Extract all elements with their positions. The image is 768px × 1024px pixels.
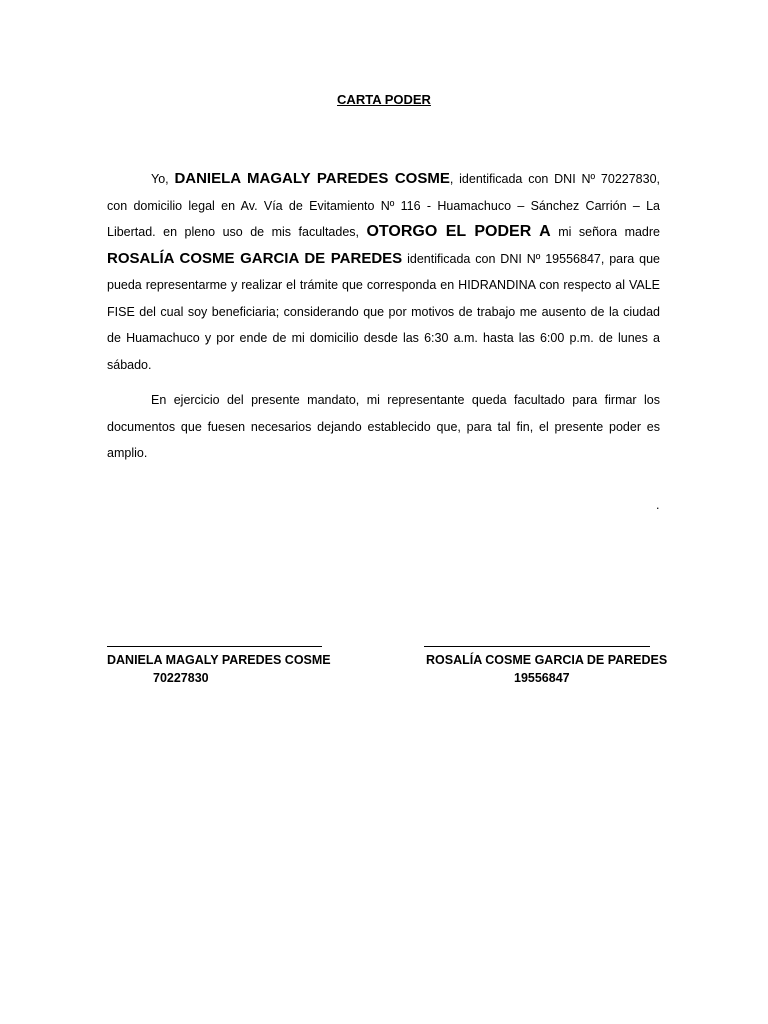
paragraph-1-text-c: identificada con DNI Nº 19556847, para que pueda representarme y realizar el trámite que corresponda en HIDRANDINA con respecto al VALE FISE del cual soy beneficiaria; considerando que por motivos de trabajo me ausento de la ciudad de Huamachuco y por ende de mi domicilio desde las 6:30 a.m. hasta las 6:00 p.m. de lunes a sábado.	[107, 251, 661, 372]
grantee-name: ROSALÍA COSME GARCIA DE PAREDES	[107, 249, 403, 267]
document-title: CARTA PODER	[337, 92, 431, 107]
signature-line	[424, 646, 650, 647]
paragraph-2: En ejercicio del presente mandato, mi representante queda facultado para firmar los documentos que fuesen necesarios dejando establecido que, para tal fin, el presente poder es amplio.	[107, 393, 660, 460]
signature-dni: 19556847	[514, 671, 570, 685]
paragraph-1-text-b: mi señora madre	[550, 225, 660, 239]
paragraph-1-intro: Yo,	[151, 172, 175, 186]
signature-block-grantee	[424, 646, 668, 685]
paragraph-1-text-a: , identificada con DNI Nº 70227830, con domicilio legal en Av. Vía de Evitamiento Nº 116 - Huamachuco – Sánchez Carrión – La Libertad. en pleno uso de mis facultades,	[107, 172, 660, 239]
trailing-dot: .	[656, 498, 660, 512]
signature-block-grantor	[107, 646, 331, 685]
paragraph-1	[107, 166, 660, 378]
signature-name: DANIELA MAGALY PAREDES COSME	[107, 653, 331, 667]
grant-statement: OTORGO EL PODER A	[366, 223, 551, 240]
signature-name: ROSALÍA COSME GARCIA DE PAREDES	[426, 653, 668, 667]
document-body	[107, 166, 660, 476]
grantor-name: DANIELA MAGALY PAREDES COSME	[174, 170, 450, 187]
signature-dni: 70227830	[153, 671, 209, 685]
signature-line	[107, 646, 322, 647]
